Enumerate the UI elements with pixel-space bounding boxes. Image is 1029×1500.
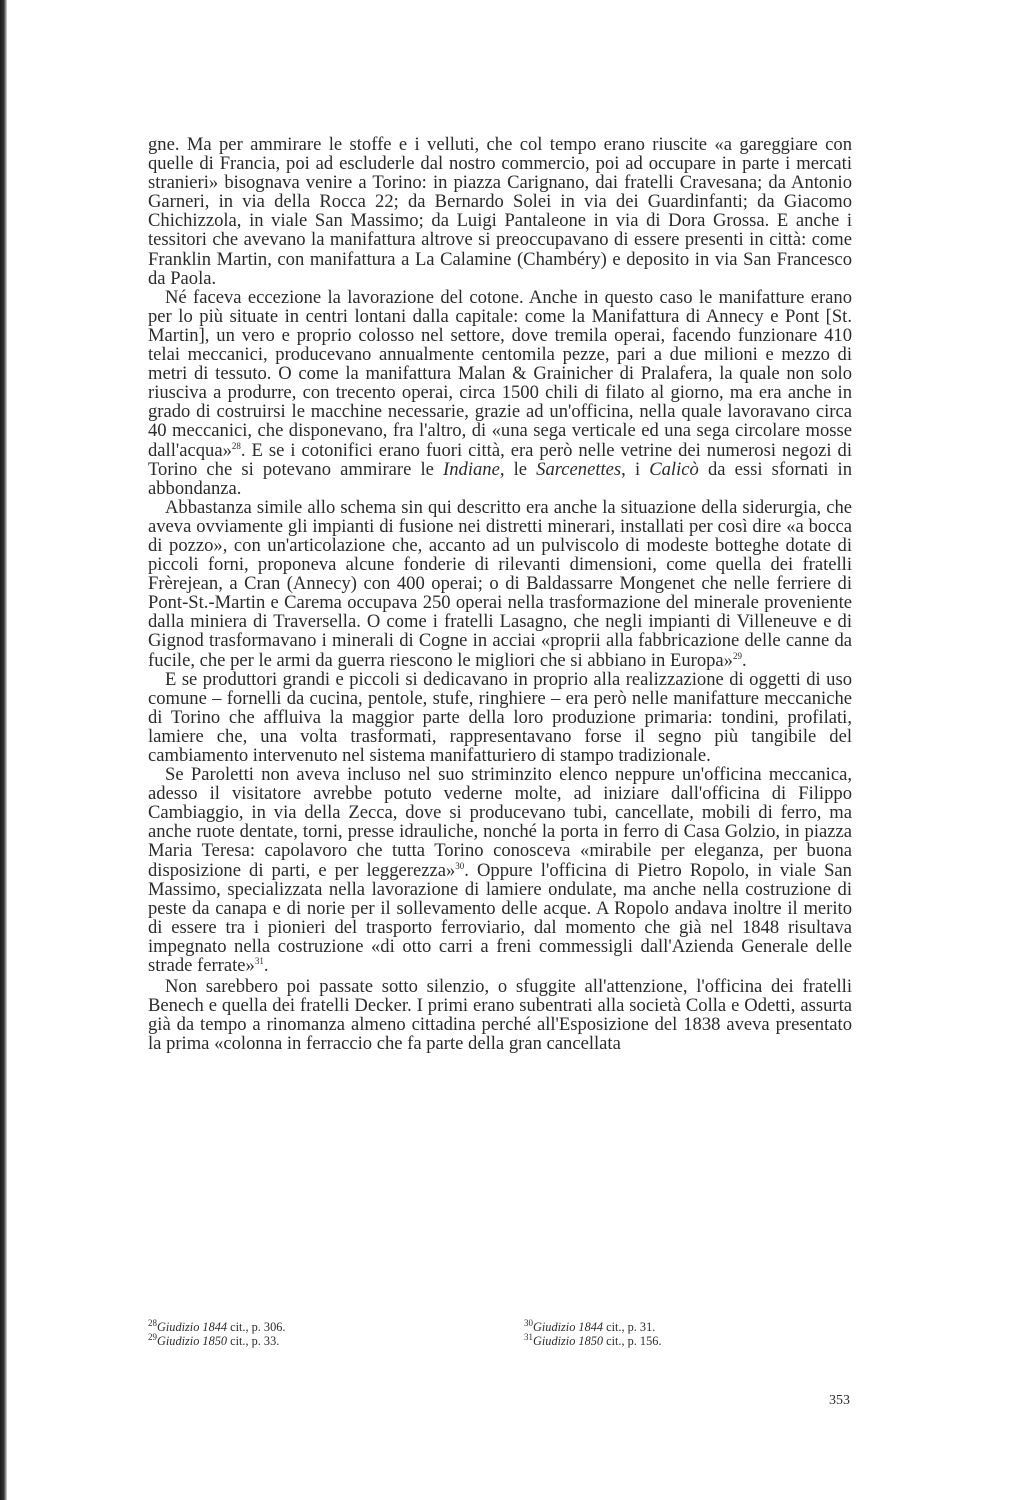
footnote-number: 29 <box>148 1331 157 1342</box>
footnote-ref: 29 <box>732 650 742 661</box>
page-number: 353 <box>829 1393 850 1408</box>
text-run: Né faceva eccezione la lavorazione del cotone. Anche in questo caso le manifatture erano per lo più situate in centri lontani dalla capitale: come la Manifattura di Annecy e Pont [St. Martin], un vero e proprio colosso nel settore, dove tremila operai, facendo funzionare 410 telai meccanici, producevano annualmente centomila pezze, pari a due milioni e mezzo di metri di tessuto. O come la manifattura Malan & Grainicher di Pralafera, la quale non solo riusciva a produrre, con trecento operai, circa 1500 chili di filato al giorno, ma era anche in grado di costruirsi le macchine necessarie, grazie ad un'officina, nella quale lavoravano circa 40 meccanici, che disponevano, fra l'altro, di «una sega verticale ed una sega circolare mosse dall'acqua» <box>148 286 852 461</box>
footnote-citation: cit., p. 33. <box>227 1334 280 1348</box>
footnote-ref: 28 <box>231 440 241 451</box>
body-text <box>148 135 852 1054</box>
footnote <box>148 1331 285 1348</box>
text-run: . Oppure l'officina di Pietro Ropolo, in viale San Massimo, specializzata nella lavorazione di lamiere ondulate, ma anche nella costruzione di peste da canapa e di norie per il sollevamento delle acque. A Ropolo andava inoltre il merito di essere tra i pionieri del trasporto ferroviario, dal momento che già nel 1848 risultava impegnato nella costruzione «di otto carri a freni commessigli dall'Azienda Generale delle strade ferrate» <box>148 859 852 977</box>
footnote-citation: cit., p. 156. <box>603 1334 662 1348</box>
footnotes-left-column <box>148 1317 286 1348</box>
footnote-citation: cit., p. 306. <box>227 1320 286 1334</box>
italic-term: Indiane <box>443 458 500 480</box>
italic-term: Sarcenettes <box>536 458 622 480</box>
footnote <box>148 1317 286 1334</box>
italic-term: Calicò <box>649 458 699 480</box>
footnote-number: 28 <box>148 1317 157 1328</box>
text-run: da essi sfornati in abbondanza. <box>148 458 852 499</box>
text-run: gne. Ma per ammirare le stoffe e i velluti, che col tempo erano riuscite «a gareggiare con quelle di Francia, poi ad escluderle dal nostro commercio, poi ad occupare in parte i mercati stranieri» bisognava venire a Torino: in piazza Carignano, dai fratelli Cravesana; da Antonio Garneri, in via della Rocca 22; da Bernardo Solei in via dei Guardinfanti; da Giacomo Chichizzola, in viale San Massimo; da Luigi Pantaleone in via di Dora Grossa. E anche i tessitori che avevano la manifattura altrove si preoccupavano di essere presenti in città: come Franklin Martin, con manifattura a La Calamine (Chambéry) e deposito in via San Francesco da Paola. <box>148 134 852 289</box>
footnote-ref: 31 <box>254 955 264 966</box>
paragraph <box>148 765 852 975</box>
footnote-number: 30 <box>524 1317 533 1328</box>
paragraph <box>148 670 852 765</box>
paragraph <box>148 977 852 1053</box>
text-run: , i <box>621 458 650 480</box>
page-binding-edge <box>0 0 7 1500</box>
text-run: Abbastanza simile allo schema sin qui descritto era anche la situazione della siderurgia, che aveva ovviamente gli impianti di fusione nei distretti minerari, installati per così dire «a bocca di pozzo», con un'articolazione che, accanto ad un pulviscolo di modeste botteghe dotate di piccoli forni, proponeva alcune fonderie di rilevanti dimensioni, come quella dei fratelli Frèrejean, a Cran (Annecy) con 400 operai; o di Baldassarre Mongenet che nelle ferriere di Pont-St.-Martin e Carema occupava 250 operai nella trasformazione del minerale proveniente dalla miniera di Traversella. O come i fratelli Lasagno, che negli impianti di Villeneuve e di Gignod trasformavano i minerali di Cogne in acciai «proprii alla fabbricazione delle canne da fucile, che per le armi da guerra riescono le migliori che si abbiano in Europa» <box>148 496 852 671</box>
text-run: , le <box>499 458 537 480</box>
text-run: E se produttori grandi e piccoli si dedicavano in proprio alla realizzazione di oggetti di uso comune – fornelli da cucina, pentole, stufe, ringhiere – era però nelle manifatture meccaniche di Torino che affluiva la maggior parte della loro produzione primaria: tondini, profilati, lamiere che, una volta trasformati, rappresentavano forse il segno più tangibile del cambiamento intervenuto nel sistema manifatturiero di stampo tradizionale. <box>148 668 852 766</box>
footnote-source-title: Giudizio 1850 <box>157 1334 228 1348</box>
paragraph <box>148 288 852 498</box>
footnote-number: 31 <box>524 1331 533 1342</box>
text-run: . <box>263 955 269 977</box>
paragraph <box>148 498 852 670</box>
footnote-source-title: Giudizio 1850 <box>533 1334 604 1348</box>
footnote-source-title: Giudizio 1844 <box>157 1320 228 1334</box>
text-run: Se Paroletti non aveva incluso nel suo striminzito elenco neppure un'officina meccanica, adesso il visitatore avrebbe potuto vederne molte, ad iniziare dall'officina di Filippo Cambiaggio, in via della Zecca, dove si producevano tubi, cancellate, mobili di ferro, ma anche ruote dentate, torni, presse idrauliche, nonché la porta in ferro di Casa Golzio, in piazza Maria Teresa: capolavoro che tutta Torino conosceva «mirabile per eleganza, per buona disposizione di parti, e per leggerezza» <box>148 764 852 881</box>
footnote-ref: 30 <box>455 860 465 871</box>
footnote-citation: cit., p. 31. <box>603 1320 656 1334</box>
footnote-source-title: Giudizio 1844 <box>533 1320 604 1334</box>
text-run: Non sarebbero poi passate sotto silenzio, o sfuggite all'attenzione, l'officina dei fratelli Benech e quella dei fratelli Decker. I primi erano subentrati alla società Colla e Odetti, assurta già da tempo a rinomanza almeno cittadina perché all'Esposizione del 1838 aveva presentato la prima «colonna in ferraccio che fa parte della gran cancellata <box>148 976 852 1055</box>
paragraph <box>148 135 852 288</box>
footnote <box>524 1317 661 1334</box>
text-run: . <box>741 649 747 671</box>
text-run: . E se i cotonifici erano fuori città, era però nelle vetrine dei numerosi negozi di Torino che si potevano ammirare le <box>148 439 852 480</box>
footnotes-right-column <box>524 1317 662 1348</box>
footnote <box>524 1331 662 1348</box>
